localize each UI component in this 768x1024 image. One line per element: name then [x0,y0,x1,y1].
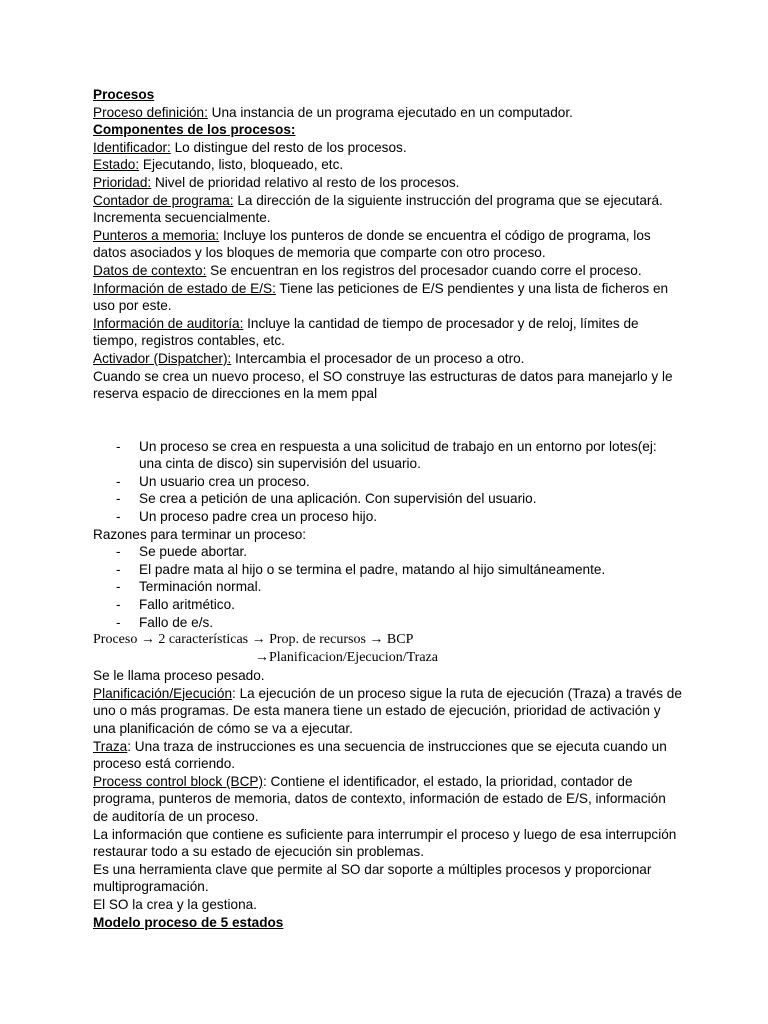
component-text: Nivel de prioridad relativo al resto de los procesos. [151,174,460,190]
component-program-counter [93,192,683,227]
pcb-tool-paragraph: Es una herramienta clave que permite al SO dar soporte a múltiples procesos y proporcionar multiprogramación. [93,861,652,895]
list-item: - Un proceso padre crea un proceso hijo. [139,508,683,526]
doc-title: Procesos [93,87,155,102]
component-label: Contador de programa: [93,192,234,208]
process-definition [93,104,683,122]
component-text: Lo distingue del resto de los procesos. [170,139,407,155]
list-item: - Un proceso se crea en respuesta a una solicitud de trabajo en un entorno por lotes(ej: una cinta de disco) sin supervisión del usuario. [139,438,683,473]
component-label: Identificador: [93,139,171,155]
planning-text: : La ejecución de un proceso sigue la ruta de ejecución (Traza) a través de uno o más programas. De esta manera tiene un estado de ejecución, prioridad de activación y una planificación de cómo se va a ejecutar. [93,685,682,736]
trace-text: : Una traza de instrucciones es una secuencia de instrucciones que se ejecuta cuando un proceso está corriendo. [93,738,667,772]
components-heading: Componentes de los procesos: [93,122,296,138]
list-item: - Se puede abortar. [139,543,683,561]
component-state [93,156,683,174]
component-text: Intercambia el procesador de un proceso a otro. [231,350,525,366]
definition-text: Una instancia de un programa ejecutado en un computador. [207,104,573,120]
termination-heading: Razones para terminar un proceso: [93,526,307,542]
component-io-state [93,280,683,315]
planning-label: Planificación/Ejecución [93,685,233,701]
pcb-paragraph [93,773,683,826]
component-identifier [93,139,683,157]
formula-line-1: Proceso → 2 características → Prop. de recursos → BCP [93,632,414,648]
pcb-text: : Contiene el identificador, el estado, la prioridad, contador de programa, punteros de memoria, datos de contexto, información de estado de E/S, información de auditoría de un proceso. [93,773,666,824]
component-label: Activador (Dispatcher): [93,350,232,366]
definition-label: Proceso definición: [93,104,208,120]
heavy-process-note: Se le llama proceso pesado. [93,668,265,684]
component-label: Datos de contexto: [93,262,207,278]
document-page [93,86,683,931]
list-item: - El padre mata al hijo o se termina el padre, matando al hijo simultáneamente. [139,561,683,579]
list-item: - Un usuario crea un proceso. [139,473,683,491]
component-text: Tiene las peticiones de E/S pendientes y una lista de ficheros en uso por este. [93,280,669,314]
component-label: Estado: [93,157,140,173]
component-label: Prioridad: [93,174,152,190]
component-text: Incluye la cantidad de tiempo de procesador y de reloj, límites de tiempo, registros contables, etc. [93,315,639,349]
termination-list [93,543,683,631]
component-priority [93,174,683,192]
component-context-data [93,262,683,280]
model-heading: Modelo proceso de 5 estados [93,914,284,930]
list-item: - Terminación normal. [139,578,683,596]
component-text: Se encuentran en los registros del procesador cuando corre el proceso. [206,262,642,278]
planning-paragraph [93,685,683,738]
list-item: - Se crea a petición de una aplicación. Con supervisión del usuario. [139,490,683,508]
formula-line-2: →Planificacion/Ejecucion/Traza [255,650,438,666]
list-item: - Fallo de e/s. [139,614,683,632]
pcb-info-paragraph: La información que contiene es suficiente para interrumpir el proceso y luego de esa interrupción restaurar todo a su estado de ejecución sin problemas. [93,826,677,860]
component-text: Ejecutando, listo, bloqueado, etc. [139,157,344,173]
component-text: La dirección de la siguiente instrucción del programa que se ejecutará. Incrementa secuencialmente. [93,192,663,226]
component-audit-info [93,315,683,350]
creation-paragraph: Cuando se crea un nuevo proceso, el SO construye las estructuras de datos para manejarlo y le reserva espacio de direcciones en la mem ppal [93,368,673,402]
trace-label: Traza [93,738,128,754]
component-text: Incluye los punteros de donde se encuentra el código de programa, los datos asociados y los bloques de memoria que comparte con otro proceso. [93,227,651,261]
blank-space [93,403,683,438]
pcb-label: Process control block (BCP) [93,773,263,789]
pcb-manage-paragraph: El SO la crea y la gestiona. [93,896,257,912]
list-item: - Fallo aritmético. [139,596,683,614]
component-label: Información de estado de E/S: [93,280,276,296]
component-label: Punteros a memoria: [93,227,220,243]
trace-paragraph [93,738,683,773]
component-memory-pointers [93,227,683,262]
component-label: Información de auditoría: [93,315,244,331]
component-dispatcher [93,350,683,368]
creation-list [93,438,683,526]
